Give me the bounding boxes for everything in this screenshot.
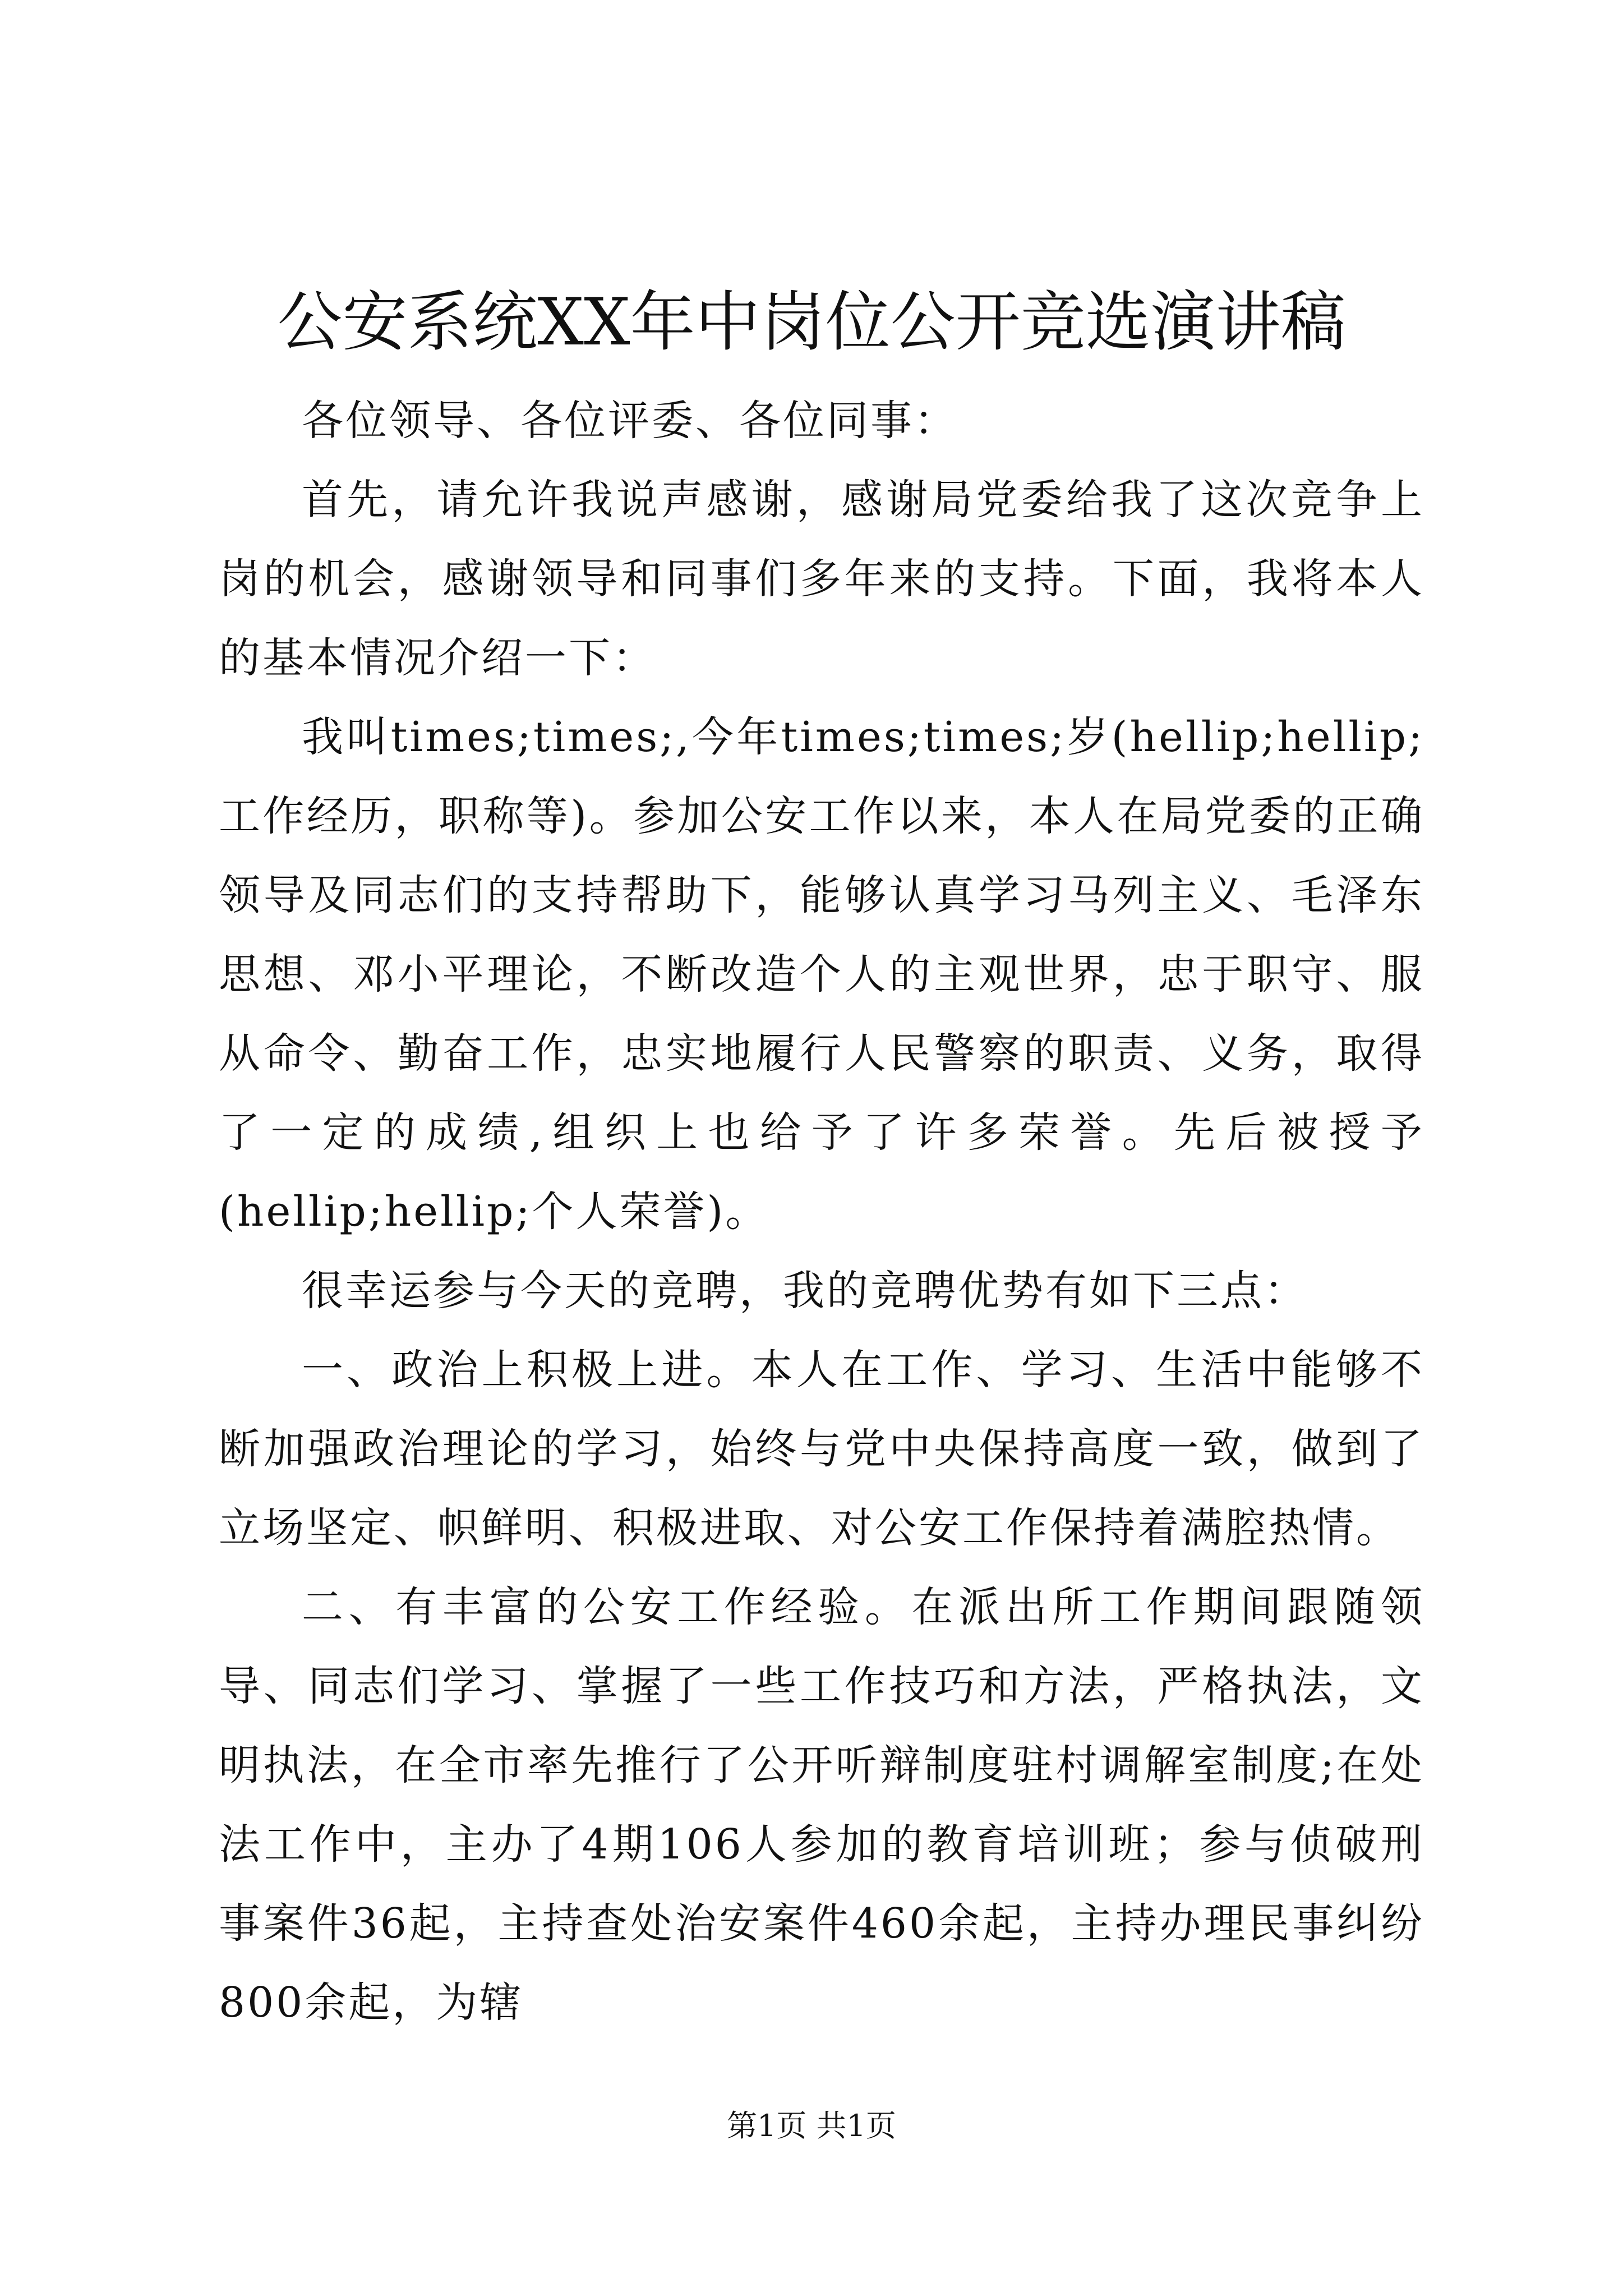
paragraph-advantage-political: 一、政治上积极上进。本人在工作、学习、生活中能够不断加强政治理论的学习，始终与党中央保持高度一致，做到了立场坚定、帜鲜明、积极进取、对公安工作保持着满腔热情。 xyxy=(219,1346,1424,1552)
paragraph-advantage-experience: 二、有丰富的公安工作经验。在派出所工作期间跟随领导、同志们学习、掌握了一些工作技巧和方法，严格执法，文明执法，在全市率先推行了公开听辩制度驻村调解室制度;在处法工作中，主办了4期106人参加的教育培训班；参与侦破刑事案件36起，主持查处治安案件460余起，主持办理民事纠纷800余起，为辖 xyxy=(219,1583,1424,2027)
page-number-footer: 第1页 共1页 xyxy=(727,2108,896,2143)
document-title: 公安系统XX年中岗位公开竞选演讲稿 xyxy=(277,284,1346,360)
paragraph-advantages-intro: 很幸运参与今天的竞聘，我的竞聘优势有如下三点： xyxy=(302,1267,1308,1315)
paragraph-thanks: 首先，请允许我说声感谢，感谢局党委给我了这次竞争上岗的机会，感谢领导和同事们多年来的支持。下面，我将本人的基本情况介绍一下： xyxy=(219,476,1424,682)
paragraph-salutation: 各位领导、各位评委、各位同事： xyxy=(302,397,958,445)
document-body xyxy=(219,381,1424,2042)
paragraph-introduction: 我叫times;times;,今年times;times;岁(hellip;hellip;工作经历，职称等)。参加公安工作以来，本人在局党委的正确领导及同志们的支持帮助下，能够认真学习马列主义、毛泽东思想、邓小平理论，不断改造个人的主观世界，忠于职守、服从命令、勤奋工作，忠实地履行人民警察的职责、义务，取得了一定的成绩,组织上也给予了许多荣誉。先后被授予(hellip;hellip;个人荣誉)。 xyxy=(219,713,1424,1236)
